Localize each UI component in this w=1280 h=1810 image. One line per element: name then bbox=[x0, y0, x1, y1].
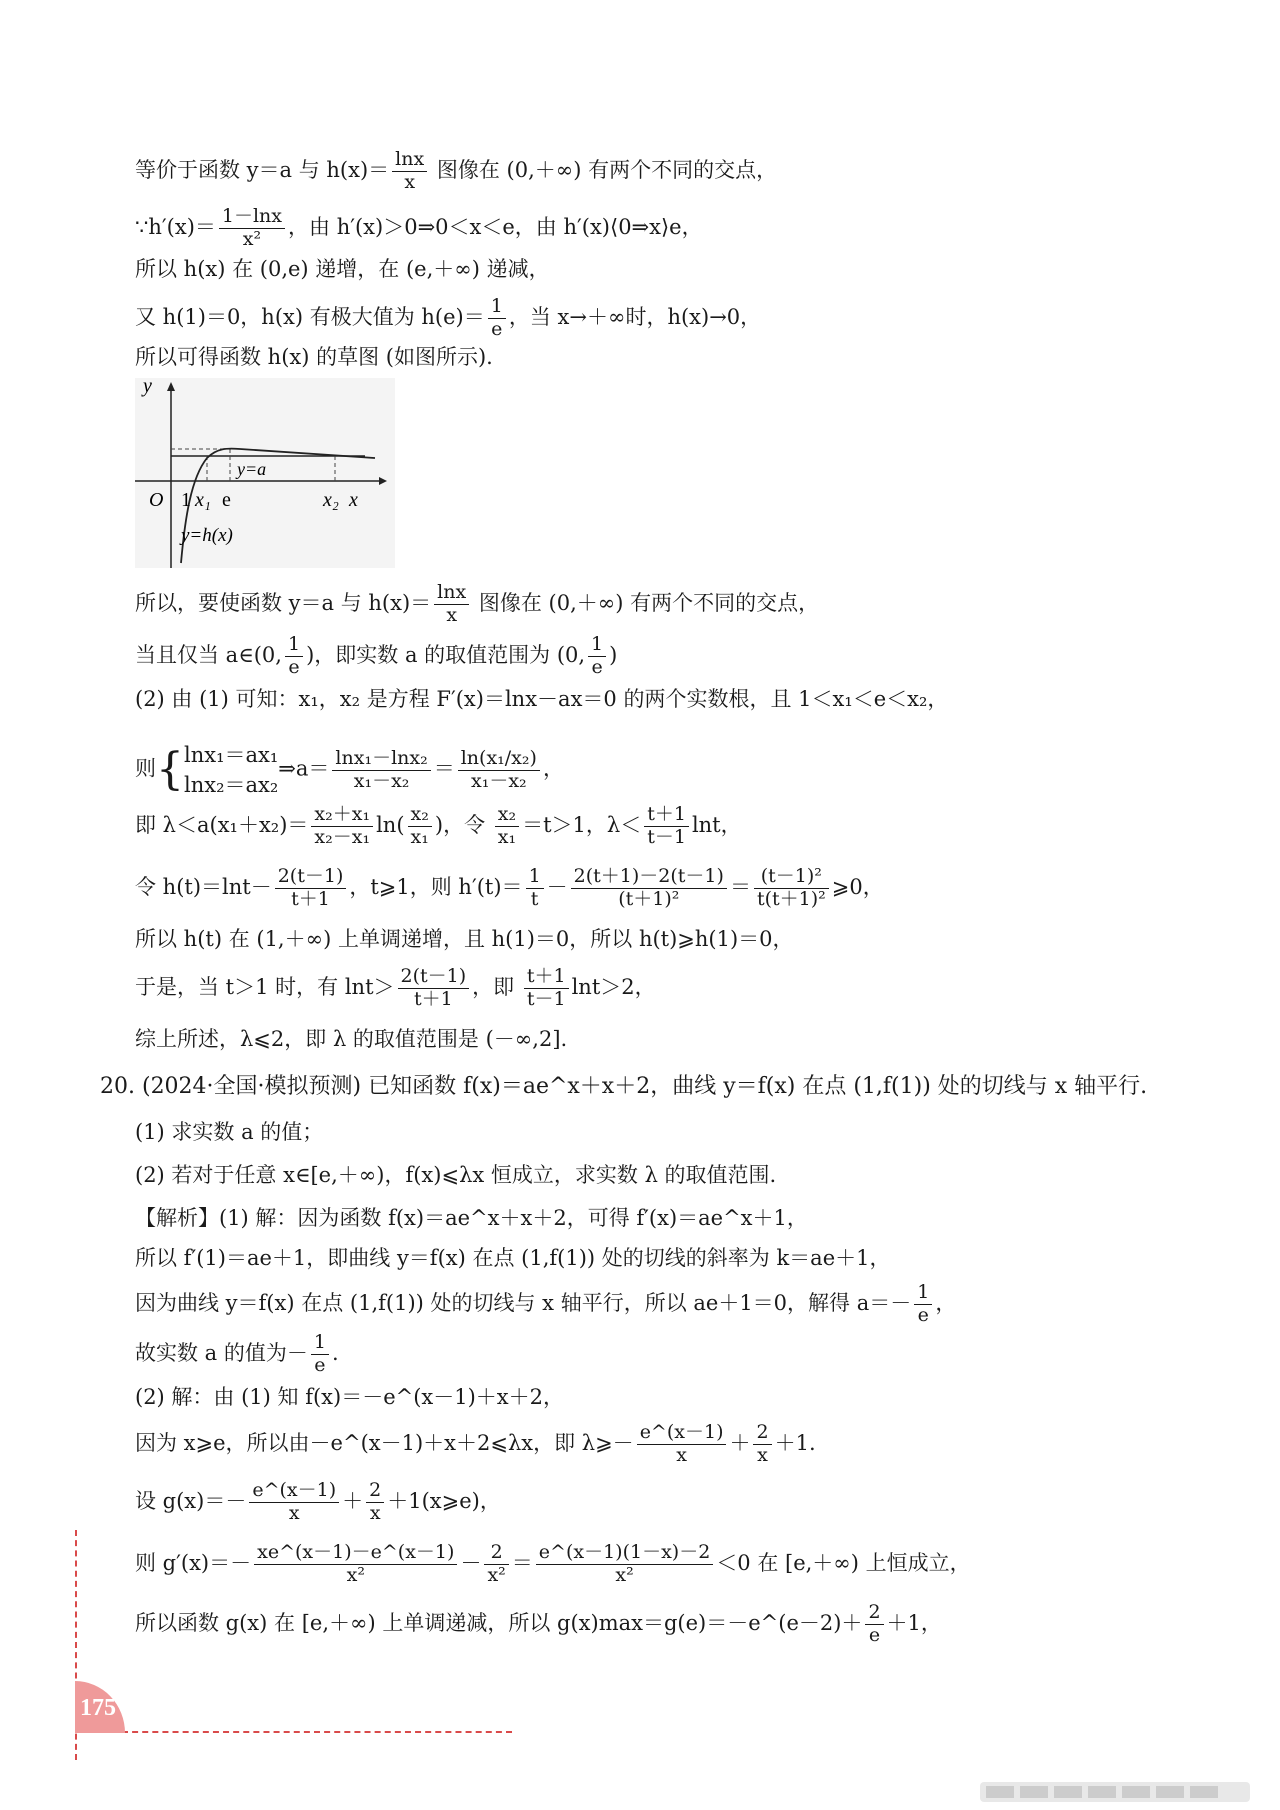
line-8: (2) 由 (1) 可知：x₁，x₂ 是方程 F′(x)＝lnx－ax＝0 的两个实数根，且 1＜x₁＜e＜x₂， bbox=[135, 687, 949, 711]
text: ， bbox=[542, 756, 564, 781]
denominator: x₂－x₁ bbox=[314, 825, 371, 848]
text: 于是，当 t＞1 时，有 lnt＞ bbox=[135, 974, 395, 999]
fraction bbox=[526, 866, 544, 911]
fraction bbox=[275, 866, 347, 911]
denominator: x bbox=[676, 1443, 687, 1466]
y-axis-label: y bbox=[143, 378, 152, 397]
fraction bbox=[637, 1422, 727, 1467]
origin-label: O bbox=[149, 489, 164, 511]
denominator: e bbox=[591, 655, 603, 678]
text: ，即 bbox=[472, 974, 521, 999]
denominator: x₁ bbox=[410, 825, 429, 848]
denominator: x₁ bbox=[497, 825, 517, 848]
numerator: lnx₁－lnx₂ bbox=[332, 748, 430, 771]
line-21 bbox=[135, 1332, 339, 1377]
numerator: 1 bbox=[526, 866, 544, 889]
line-20 bbox=[135, 1282, 956, 1327]
numerator: 2(t＋1)－2(t－1) bbox=[571, 866, 727, 889]
case: lnx₂＝ax₂ bbox=[184, 773, 279, 797]
numerator: e^(x－1)(1－x)－2 bbox=[536, 1542, 714, 1565]
line-10 bbox=[135, 804, 742, 849]
fraction bbox=[754, 866, 829, 911]
text: ，由 h′(x)＞0⇒0＜x＜e，由 h′(x)⟨0⇒x⟩e， bbox=[288, 214, 703, 239]
denominator: t＋1 bbox=[413, 987, 453, 1010]
denominator: e bbox=[491, 317, 503, 340]
line-25 bbox=[135, 1542, 971, 1587]
fraction bbox=[249, 1480, 339, 1525]
watermark-logo bbox=[980, 1780, 1250, 1804]
line-3: 所以 h(x) 在 (0,e) 递增，在 (e,＋∞) 递减， bbox=[135, 257, 550, 281]
text: ， bbox=[935, 1290, 957, 1315]
text: ＝ bbox=[511, 1550, 533, 1575]
line-24 bbox=[135, 1480, 501, 1525]
denominator: t－1 bbox=[647, 825, 686, 848]
text: 等价于函数 y＝a 与 h(x)＝ bbox=[135, 157, 390, 182]
line-13 bbox=[135, 966, 656, 1011]
numerator: x₂ bbox=[495, 804, 519, 827]
line-11 bbox=[135, 866, 884, 911]
text: 则 g′(x)＝－ bbox=[135, 1550, 252, 1575]
denominator: x² bbox=[615, 1563, 634, 1586]
denominator: x bbox=[369, 1501, 381, 1524]
denominator: e bbox=[868, 1623, 881, 1646]
numerator: x₂ bbox=[408, 804, 432, 827]
line-14: 综上所述，λ⩽2，即 λ 的取值范围是 (－∞,2]. bbox=[135, 1027, 568, 1051]
text: ＋1(x⩾e)， bbox=[387, 1488, 501, 1513]
numerator: lnx bbox=[434, 582, 469, 605]
line-12: 所以 h(t) 在 (1,＋∞) 上单调递增，且 h(1)＝0，所以 h(t)⩾h(1)＝0， bbox=[135, 927, 794, 951]
page-number: 175 bbox=[80, 1695, 116, 1721]
line-22: (2) 解：由 (1) 知 f(x)＝－e^(x－1)＋x＋2， bbox=[135, 1385, 565, 1409]
numerator: e^(x－1) bbox=[637, 1422, 727, 1445]
fraction bbox=[644, 804, 689, 849]
numerator: 1 bbox=[311, 1332, 329, 1355]
numerator: xe^(x－1)－e^(x－1) bbox=[254, 1542, 457, 1565]
denominator: x₁－x₂ bbox=[470, 769, 527, 792]
fraction bbox=[254, 1542, 457, 1587]
tick-1: 1 bbox=[181, 489, 191, 511]
fraction bbox=[219, 206, 285, 251]
text: 因为 x⩾e，所以由－e^(x－1)＋x＋2⩽λx，即 λ⩾－ bbox=[135, 1430, 634, 1455]
text: 图像在 (0,＋∞) 有两个不同的交点， bbox=[472, 590, 820, 615]
denominator: t bbox=[530, 887, 539, 910]
function-sketch bbox=[135, 378, 395, 568]
text: )，令 bbox=[434, 812, 492, 837]
denominator: e bbox=[917, 1303, 929, 1326]
text: 所以函数 g(x) 在 [e,＋∞) 上单调递减，所以 g(x)max＝g(e)＝－e^(e－2)＋ bbox=[135, 1610, 863, 1635]
line-1 bbox=[135, 149, 777, 194]
curve-label: y=h(x) bbox=[181, 525, 233, 546]
numerator: 2(t－1) bbox=[275, 866, 347, 889]
line-16: (1) 求实数 a 的值； bbox=[135, 1120, 324, 1144]
numerator: 1－lnx bbox=[219, 206, 285, 229]
text: . bbox=[331, 1340, 339, 1365]
text: － bbox=[546, 874, 568, 899]
text: ) bbox=[609, 642, 618, 667]
text: ＋ bbox=[342, 1488, 364, 1513]
line-19: 所以 f′(1)＝ae＋1，即曲线 y＝f(x) 在点 (1,f(1)) 处的切线的斜率为 k＝ae＋1， bbox=[135, 1246, 891, 1270]
fraction bbox=[865, 1602, 883, 1647]
denominator: x bbox=[757, 1443, 768, 1466]
fraction bbox=[285, 634, 303, 679]
line-26 bbox=[135, 1602, 942, 1647]
fraction bbox=[366, 1480, 384, 1525]
fraction bbox=[571, 866, 727, 911]
line-17: (2) 若对于任意 x∈[e,＋∞)，f(x)⩽λx 恒成立，求实数 λ 的取值范围. bbox=[135, 1163, 777, 1187]
problem-20-statement: 20. (2024·全国·模拟预测) 已知函数 f(x)＝ae^x＋x＋2，曲线 y＝f(x) 在点 (1,f(1)) 处的切线与 x 轴平行. bbox=[100, 1074, 1148, 1099]
text: lnt＞2， bbox=[571, 974, 656, 999]
denominator: x bbox=[404, 170, 416, 193]
line-5: 所以可得函数 h(x) 的草图 (如图所示). bbox=[135, 345, 493, 369]
text: 图像在 (0,＋∞) 有两个不同的交点， bbox=[430, 157, 778, 182]
fraction bbox=[753, 1422, 771, 1467]
text: ，t⩾1，则 h′(t)＝ bbox=[349, 874, 523, 899]
numerator: 1 bbox=[488, 296, 506, 319]
fraction bbox=[434, 582, 469, 627]
numerator: 1 bbox=[285, 634, 303, 657]
denominator: x bbox=[446, 603, 458, 626]
text: ln( bbox=[376, 812, 405, 837]
denominator: x² bbox=[487, 1563, 506, 1586]
text: ∵h′(x)＝ bbox=[135, 214, 216, 239]
text: 所以，要使函数 y＝a 与 h(x)＝ bbox=[135, 590, 432, 615]
numerator: e^(x－1) bbox=[249, 1480, 339, 1503]
line-label: y=a bbox=[237, 459, 267, 479]
numerator: 2 bbox=[865, 1602, 883, 1625]
fraction bbox=[588, 634, 606, 679]
fraction bbox=[536, 1542, 714, 1587]
text: ＝ bbox=[729, 874, 751, 899]
fraction bbox=[484, 1542, 508, 1587]
left-brace: { bbox=[156, 744, 184, 795]
text: 因为曲线 y＝f(x) 在点 (1,f(1)) 处的切线与 x 轴平行，所以 ae＋1＝0，解得 a＝－ bbox=[135, 1290, 912, 1315]
fraction bbox=[524, 966, 569, 1011]
numerator: 1 bbox=[914, 1282, 932, 1305]
denominator: e bbox=[314, 1353, 326, 1376]
text: ＝ bbox=[433, 756, 455, 781]
line-4 bbox=[135, 296, 761, 341]
text: ＜0 在 [e,＋∞) 上恒成立， bbox=[716, 1550, 971, 1575]
numerator: t＋1 bbox=[644, 804, 689, 827]
denominator: (t＋1)² bbox=[618, 887, 680, 910]
fraction bbox=[311, 804, 373, 849]
case: lnx₁＝ax₁ bbox=[184, 743, 279, 767]
tick-x1: x₁ bbox=[195, 489, 211, 511]
text: 设 g(x)＝－ bbox=[135, 1488, 247, 1513]
numerator: ln(x₁/x₂) bbox=[458, 748, 540, 771]
text: 当且仅当 a∈(0, bbox=[135, 642, 282, 667]
text: 令 h(t)＝lnt－ bbox=[135, 874, 272, 899]
numerator: 2 bbox=[366, 1480, 384, 1503]
line-2 bbox=[135, 206, 703, 251]
fraction bbox=[408, 804, 432, 849]
text: 故实数 a 的值为－ bbox=[135, 1340, 308, 1365]
denominator: e bbox=[288, 655, 300, 678]
tick-e: e bbox=[222, 489, 231, 511]
fraction bbox=[495, 804, 519, 849]
fraction bbox=[398, 966, 470, 1011]
numerator: 2(t－1) bbox=[398, 966, 470, 989]
numerator: t＋1 bbox=[524, 966, 569, 989]
denominator: t＋1 bbox=[291, 887, 330, 910]
x-axis-label: x bbox=[349, 489, 358, 511]
fraction bbox=[914, 1282, 932, 1327]
numerator: x₂＋x₁ bbox=[311, 804, 373, 827]
text: 又 h(1)＝0，h(x) 有极大值为 h(e)＝ bbox=[135, 304, 485, 329]
fraction bbox=[458, 748, 540, 793]
text: ⩾0， bbox=[831, 874, 884, 899]
text: ＋ bbox=[729, 1430, 751, 1455]
fraction bbox=[392, 149, 427, 194]
text: 即 λ＜a(x₁＋x₂)＝ bbox=[135, 812, 309, 837]
footer-dashed-line bbox=[122, 1731, 512, 1733]
line-6 bbox=[135, 582, 819, 627]
denominator: x bbox=[288, 1501, 300, 1524]
numerator: 2 bbox=[484, 1542, 508, 1565]
line-18: 【解析】(1) 解：因为函数 f(x)＝ae^x＋x＋2，可得 f′(x)＝ae^x＋1， bbox=[135, 1206, 808, 1230]
line-9 bbox=[135, 740, 564, 800]
denominator: t－1 bbox=[526, 987, 566, 1010]
text: )，即实数 a 的取值范围为 (0, bbox=[306, 642, 586, 667]
denominator: x₁－x₂ bbox=[353, 769, 410, 792]
denominator: x² bbox=[242, 227, 262, 250]
text: ，当 x→＋∞时，h(x)→0， bbox=[508, 304, 762, 329]
line-23 bbox=[135, 1422, 816, 1467]
equation-system bbox=[184, 740, 278, 800]
text: ⇒a＝ bbox=[278, 756, 330, 781]
text: ＝t＞1，λ＜ bbox=[522, 812, 642, 837]
text: lnt， bbox=[691, 812, 742, 837]
text: － bbox=[460, 1550, 482, 1575]
fraction bbox=[332, 748, 430, 793]
numerator: (t－1)² bbox=[754, 866, 829, 889]
text: ＋1. bbox=[774, 1430, 816, 1455]
fraction bbox=[311, 1332, 329, 1377]
line-7 bbox=[135, 634, 617, 679]
tick-x2: x₂ bbox=[323, 489, 339, 511]
numerator: 1 bbox=[588, 634, 606, 657]
text: 则 bbox=[135, 756, 156, 781]
denominator: x² bbox=[346, 1563, 365, 1586]
text: ＋1， bbox=[886, 1610, 942, 1635]
denominator: t(t＋1)² bbox=[756, 887, 826, 910]
fraction bbox=[488, 296, 506, 341]
numerator: lnx bbox=[392, 149, 427, 172]
numerator: 2 bbox=[753, 1422, 771, 1445]
